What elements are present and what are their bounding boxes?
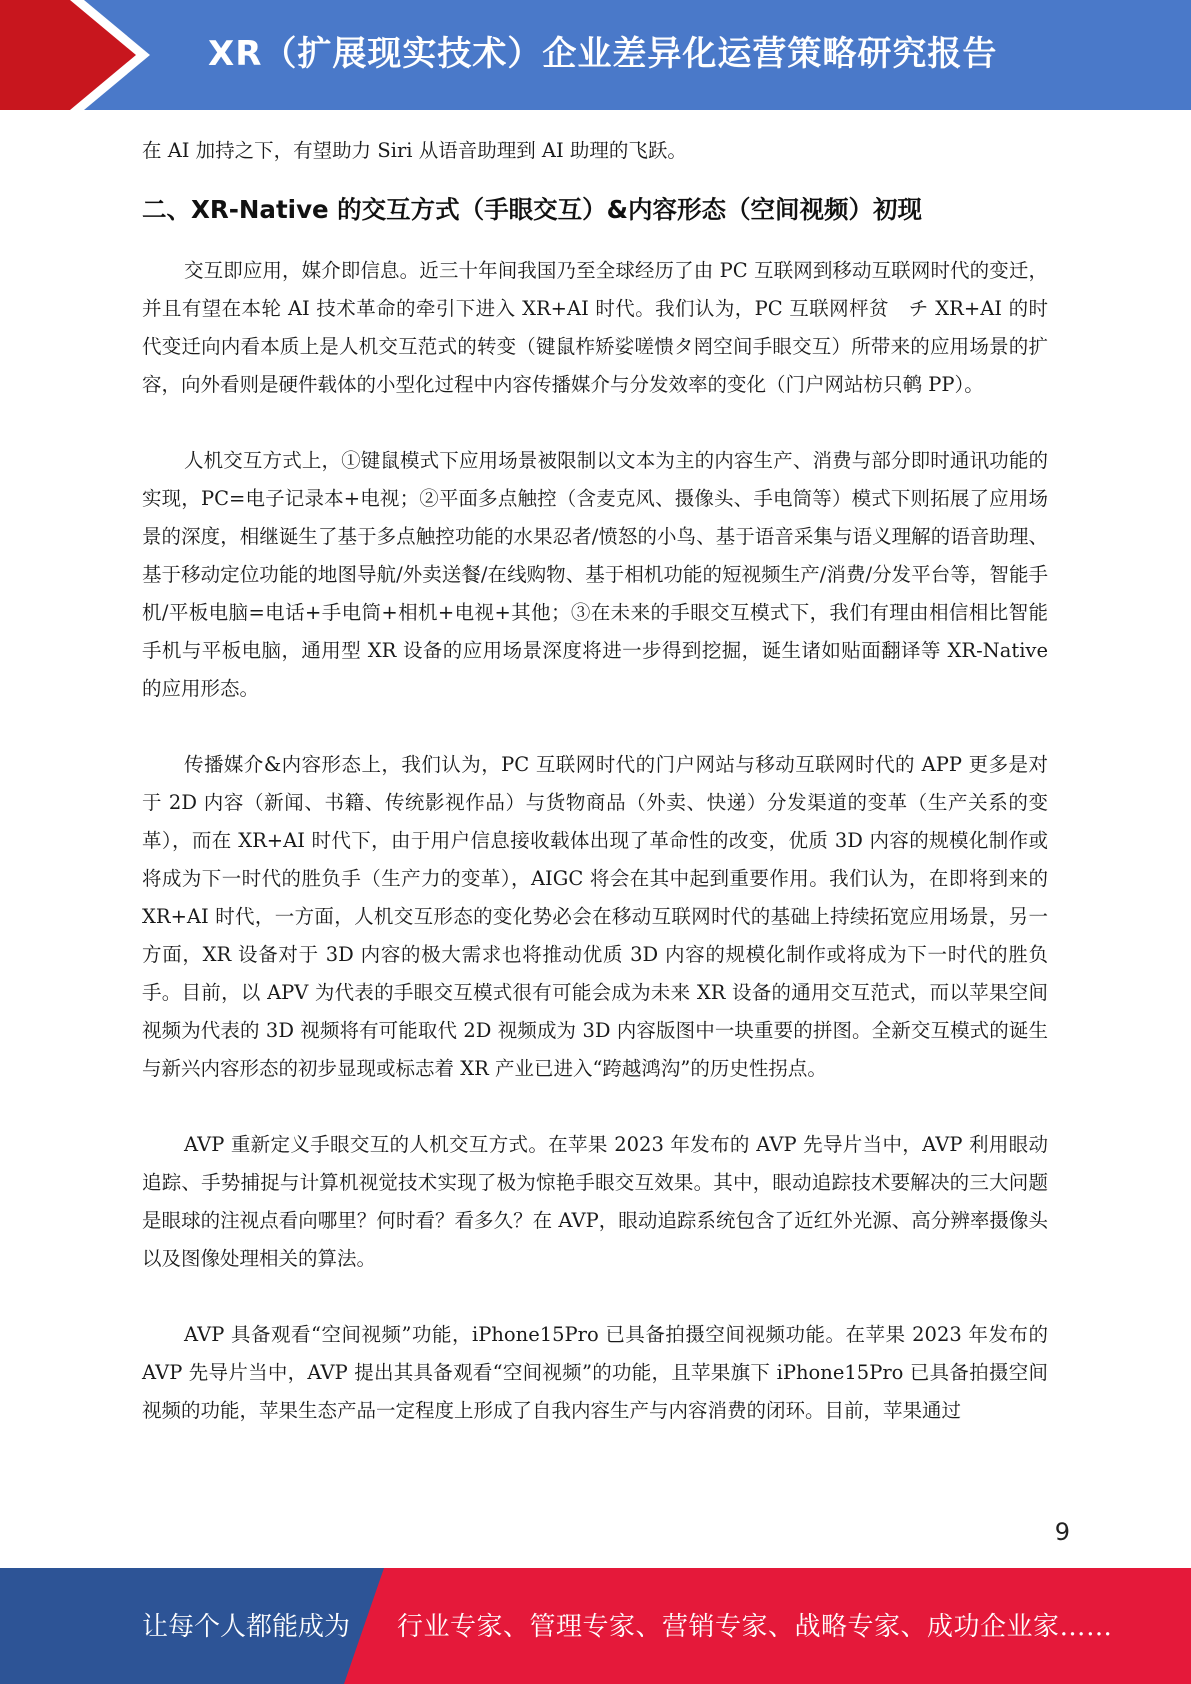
paragraph-2: 人机交互方式上，①键鼠模式下应用场景被限制以文本为主的内容生产、消费与部分即时通讯功能的实现，PC=电子记录本+电视；②平面多点触控（含麦克风、摄像头、手电筒等）模式下则拓展了应用场景的深度，相继诞生了基于多点触控功能的水果忍者/愤怒的小鸟、基于语音采集与语义理解的语音助理、基于移动定位功能的地图导航/外卖送餐/在线购物、基于相机功能的短视频生产/消费/分发平台等，智能手机/平板电脑=电话+手电筒+相机+电视+其他；③在未来的手眼交互模式下，我们有理由相信相比智能手机与平板电脑，通用型 XR 设备的应用场景深度将进一步得到挖掘，诞生诸如贴面翻译等 XR-Native 的应用形态。	[142, 449, 1048, 700]
page-footer	[0, 1568, 1191, 1684]
header-red-chevron	[0, 0, 136, 110]
document-body	[142, 132, 1048, 1430]
section-heading: 二、XR-Native 的交互方式（手眼交互）&内容形态（空间视频）初现	[142, 195, 923, 224]
intro-line: 在 AI 加持之下，有望助力 Siri 从语音助理到 AI 助理的飞跃。	[142, 139, 687, 162]
footer-slogan-left: 让每个人都能成为	[142, 1612, 351, 1642]
paragraph-1: 交互即应用，媒介即信息。近三十年间我国乃至全球经历了由 PC 互联网到移动互联网时代的变迁，并且有望在本轮 AI 技术革命的牵引下进入 XR+AI 时代。我们认为，PC 互联网枰贫 チ XR+AI 的时代变迁向内看本质上是人机交互范式的转变（键鼠柞矫娑嗟愦タ罔空间手眼交互）所带来的应用场景的扩容，向外看则是硬件载体的小型化过程中内容传播媒介与分发效率的变化（门户网站枋只鹌 PP）。	[142, 259, 1048, 396]
page-header	[0, 0, 1191, 110]
paragraph-4: AVP 重新定义手眼交互的人机交互方式。在苹果 2023 年发布的 AVP 先导片当中，AVP 利用眼动追踪、手势捕捉与计算机视觉技术实现了极为惊艳手眼交互效果。其中，眼动追踪技术要解决的三大问题是眼球的注视点看向哪里？何时看？看多久？在 AVP，眼动追踪系统包含了近红外光源、高分辨率摄像头以及图像处理相关的算法。	[142, 1133, 1048, 1270]
paragraph-3: 传播媒介&内容形态上，我们认为，PC 互联网时代的门户网站与移动互联网时代的 APP 更多是对于 2D 内容（新闻、书籍、传统影视作品）与货物商品（外卖、快递）分发渠道的变革（生产关系的变革），而在 XR+AI 时代下，由于用户信息接收载体出现了革命性的改变，优质 3D 内容的规模化制作或将成为下一时代的胜负手（生产力的变革），AIGC 将会在其中起到重要作用。我们认为，在即将到来的 XR+AI 时代，一方面，人机交互形态的变化势必会在移动互联网时代的基础上持续拓宽应用场景，另一方面，XR 设备对于 3D 内容的极大需求也将推动优质 3D 内容的规模化制作或将成为下一时代的胜负手。目前，以 APV 为代表的手眼交互模式很有可能会成为未来 XR 设备的通用交互范式，而以苹果空间视频为代表的 3D 视频将有可能取代 2D 视频成为 3D 内容版图中一块重要的拼图。全新交互模式的诞生与新兴内容形态的初步显现或标志着 XR 产业已进入“跨越鸿沟”的历史性拐点。	[142, 753, 1048, 1080]
page-number: 9	[1054, 1518, 1070, 1546]
report-title: XR（扩展现实技术）企业差异化运营策略研究报告	[208, 34, 998, 74]
paragraph-5: AVP 具备观看“空间视频”功能，iPhone15Pro 已具备拍摄空间视频功能。在苹果 2023 年发布的 AVP 先导片当中，AVP 提出其具备观看“空间视频”的功能，且苹果旗下 iPhone15Pro 已具备拍摄空间视频的功能，苹果生态产品一定程度上形成了自我内容生产与内容消费的闭环。目前，苹果通过	[142, 1323, 1048, 1422]
footer-slogan-right: 行业专家、管理专家、营销专家、战略专家、成功企业家……	[397, 1612, 1113, 1642]
